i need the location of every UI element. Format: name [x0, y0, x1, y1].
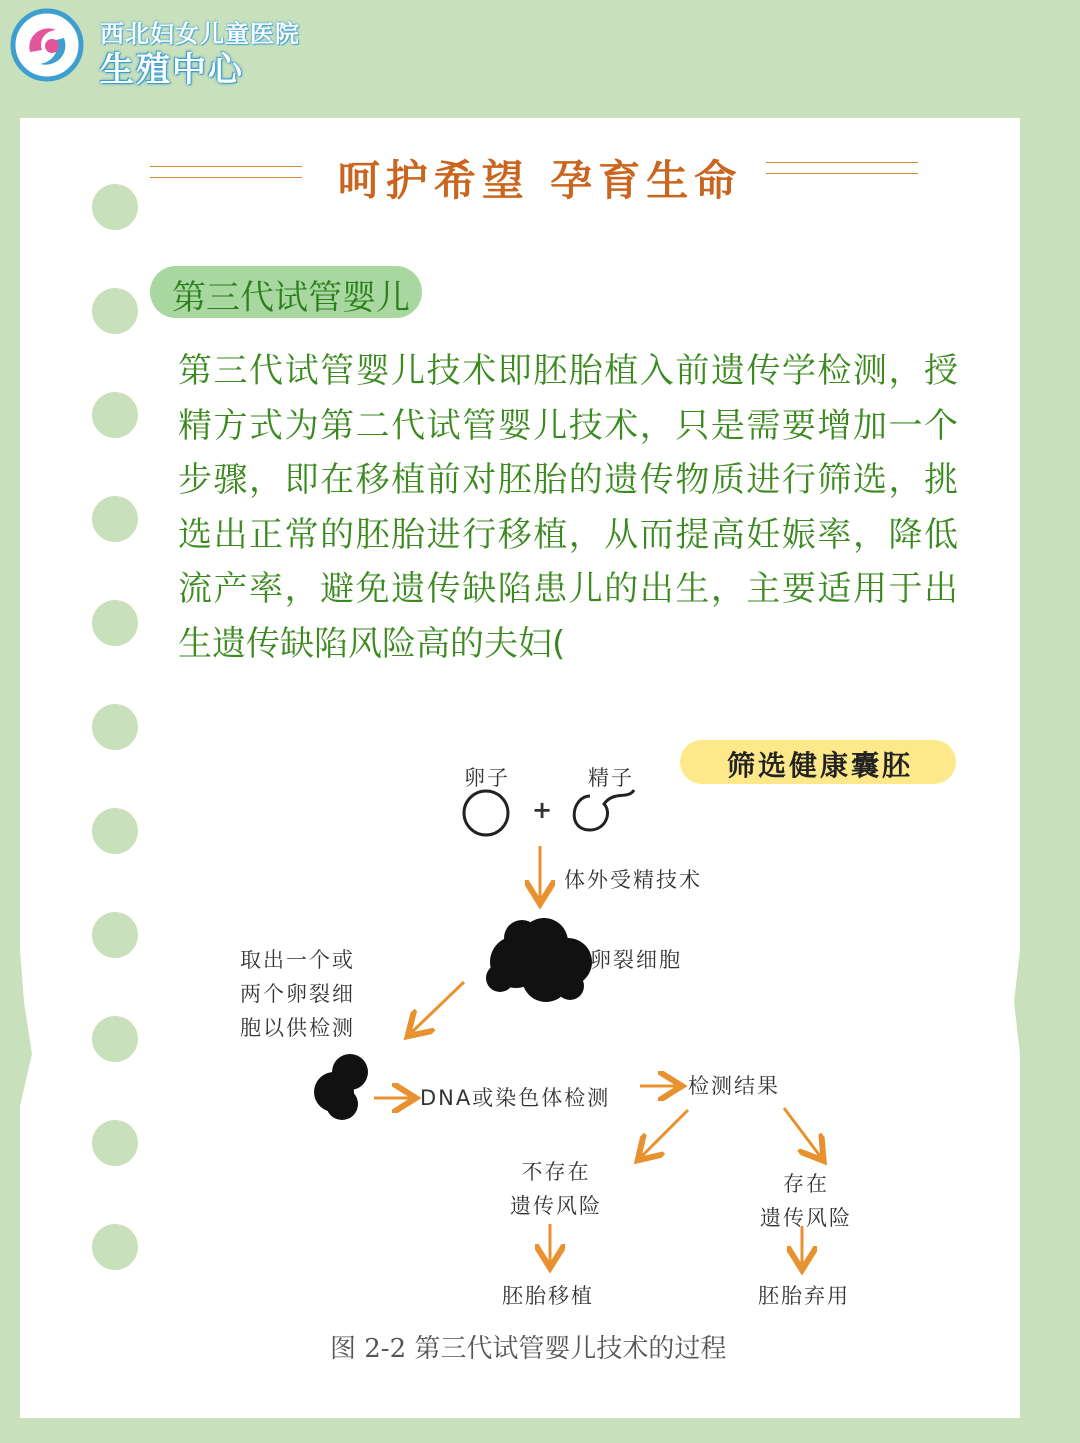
section-body: 第三代试管婴儿技术即胚胎植入前遗传学检测，授精方式为第二代试管婴儿技术，只是需要增加一个步骤，即在移植前对胚胎的遗传物质进行筛选，挑选出正常的胚胎进行移植，从而提高妊娠率，降低流产率，避免遗传缺陷患儿的出生，主要适用于出生遗传缺陷风险高的夫妇(: [178, 351, 958, 664]
arrow-extract: [412, 982, 464, 1032]
sperm-shape: [574, 790, 634, 830]
label-no-risk-1: 不存在: [521, 1160, 591, 1184]
section-title: 第三代试管婴儿: [172, 278, 410, 318]
label-extract-2: 两个卵裂细: [240, 982, 355, 1006]
label-no-risk-2: 遗传风险: [510, 1194, 602, 1218]
label-has-risk-1: 存在: [783, 1172, 829, 1196]
center-name: 生殖中心: [100, 50, 244, 90]
label-result: 检测结果: [688, 1074, 780, 1098]
figure-caption: 图 2-2 第三代试管婴儿技术的过程: [330, 1334, 727, 1364]
label-extract-1: 取出一个或: [240, 948, 355, 972]
arrow-no-risk: [642, 1110, 688, 1156]
extracted-cell-blob: [314, 1054, 368, 1120]
label-plus: +: [532, 796, 555, 824]
hospital-name: 西北妇女儿童医院: [100, 20, 300, 48]
label-egg: 卵子: [464, 766, 510, 790]
cleavage-cell-blob: [486, 918, 592, 1002]
main-title: 呵护希望 孕育生命: [337, 156, 743, 205]
label-dna-test: DNA或染色体检测: [420, 1086, 611, 1110]
label-sperm: 精子: [588, 766, 634, 790]
label-has-risk-2: 遗传风险: [760, 1206, 852, 1230]
label-discard: 胚胎弃用: [758, 1284, 850, 1308]
label-transfer: 胚胎移植: [502, 1284, 594, 1308]
arrow-has-risk: [784, 1108, 820, 1156]
label-cleavage: 卵裂细胞: [590, 948, 682, 972]
egg-shape: [464, 791, 508, 835]
label-extract-3: 胞以供检测: [240, 1016, 355, 1040]
screening-tag: 筛选健康囊胚: [726, 749, 913, 782]
label-ivf: 体外受精技术: [564, 868, 702, 892]
